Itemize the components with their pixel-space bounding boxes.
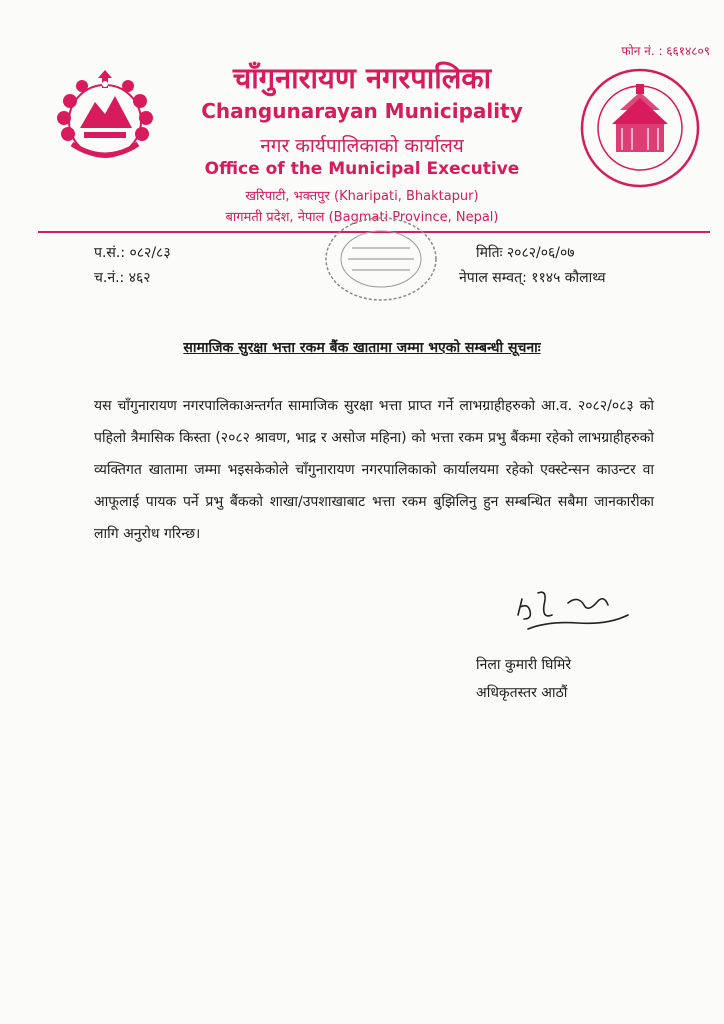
municipality-name-english: Changunarayan Municipality xyxy=(201,99,523,123)
signer-name: निला कुमारी घिमिरे xyxy=(476,657,572,673)
office-name-english: Office of the Municipal Executive xyxy=(204,159,520,179)
notice-subject xyxy=(0,338,724,357)
address-line-2: बागमती प्रदेश, नेपाल (Bagmati Province, Nepal) xyxy=(225,210,499,225)
signer-title: अधिकृतस्तर आठौं xyxy=(476,685,568,701)
office-name-nepali: नगर कार्यपालिकाको कार्यालय xyxy=(260,135,464,157)
document-date: मितिः २०८२/०६/०७ xyxy=(476,245,575,261)
dispatch-number: च.नं.: ४६२ xyxy=(94,270,151,286)
municipality-name-nepali: चाँगुनारायण नगरपालिका xyxy=(232,61,492,95)
office-stamp-icon xyxy=(322,214,440,304)
handwritten-signature xyxy=(508,585,648,645)
address-line-1: खरिपाटी, भक्तपुर (Kharipati, Bhaktapur) xyxy=(245,189,479,204)
reference-number: प.सं.: ०८२/८३ xyxy=(94,245,171,261)
notice-body: यस चाँगुनारायण नगरपालिकाअन्तर्गत सामाजिक सुरक्षा भत्ता प्राप्त गर्ने लाभग्राहीहरुको आ.व. २०८२/०८३ को पहिलो त्रैमासिक किस्ता (२०८२ श्रावण, भाद्र र असोज महिना) को भत्ता रकम प्रभु बैंकमा रहेको लाभग्राहीहरुको व्यक्तिगत खातामा जम्मा भइसकेकोले चाँगुनारायण नगरपालिकाको कार्यालयमा रहेको एक्स्टेन्सन काउन्टर वा आफूलाई पायक पर्ने प्रभु बैंकको शाखा/उपशाखाबाट भत्ता रकम बुझिलिनु हुन सम्बन्धित सबैमा जानकारीका लागि अनुरोध गरिन्छ। xyxy=(94,398,654,542)
notice-subject-text: सामाजिक सुरक्षा भत्ता रकम बैंक खातामा जम्मा भएको सम्बन्धी सूचनाः xyxy=(183,340,541,356)
nepal-era-date: नेपाल सम्वत्: ११४५ कौलाथ्व xyxy=(459,270,606,286)
phone-number: फोन नं. : ६६१४८०९ xyxy=(621,44,710,58)
